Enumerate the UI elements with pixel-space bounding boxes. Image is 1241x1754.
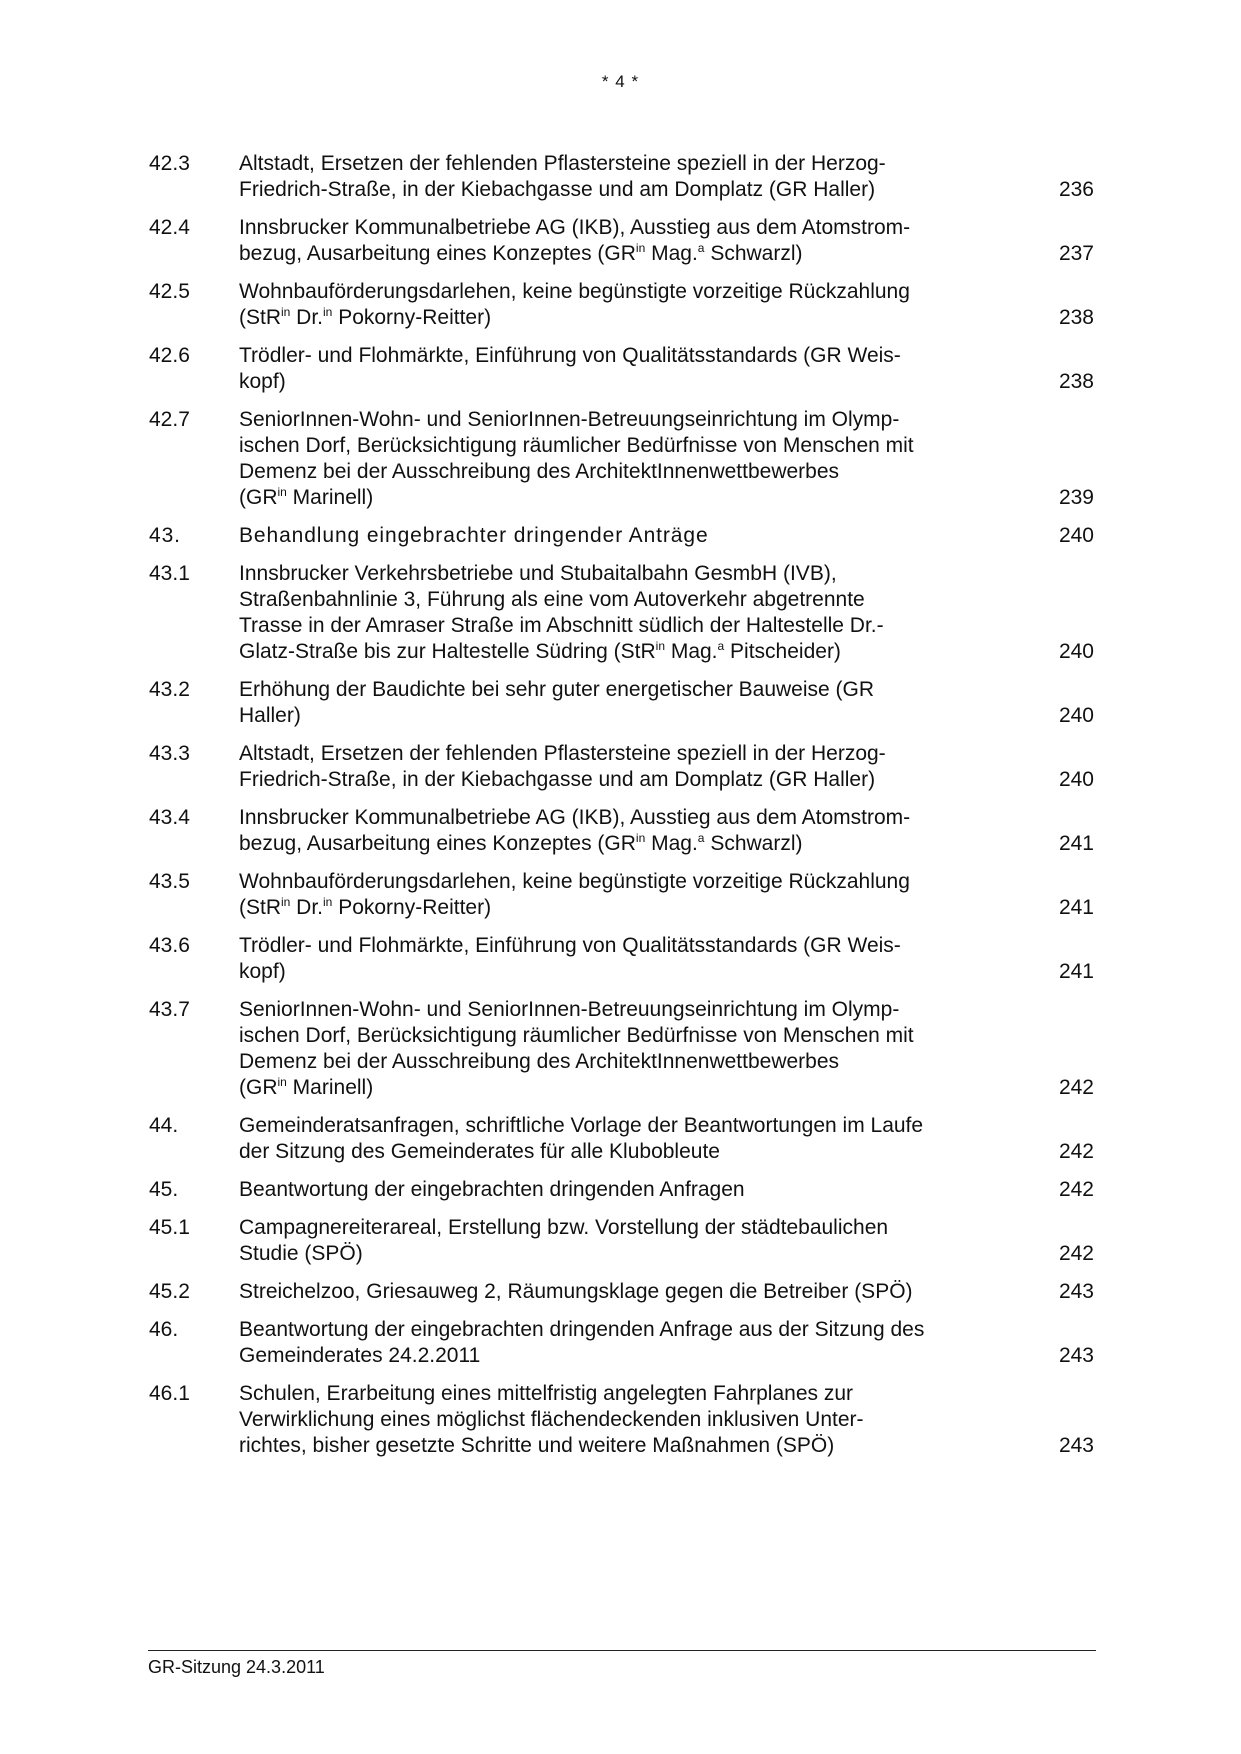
superscript: in — [281, 305, 291, 319]
toc-entry-title-line — [239, 831, 1009, 857]
superscript: in — [277, 485, 287, 499]
superscript: in — [635, 831, 646, 845]
toc-entry — [149, 741, 1099, 793]
toc-entry — [149, 677, 1099, 729]
toc-entry-title — [239, 561, 1009, 665]
title-segment: (GR — [239, 1076, 278, 1099]
toc-entry-page: 241 — [1058, 832, 1094, 855]
footer-divider — [148, 1650, 1096, 1651]
toc-entry-title-line — [239, 1433, 1009, 1459]
title-segment: kopf) — [239, 370, 286, 393]
title-segment: (StR — [239, 306, 281, 329]
title-segment: bezug, Ausarbeitung eines Konzeptes (GR — [239, 832, 636, 855]
toc-entry-title — [239, 677, 1009, 729]
superscript: in — [323, 895, 333, 909]
title-segment: Innsbrucker Verkehrsbetriebe und Stubaitalbahn GesmbH (IVB), — [239, 562, 837, 585]
toc-entry — [149, 1113, 1099, 1165]
toc-entry-title — [239, 407, 1009, 511]
toc-entry-title-line — [239, 215, 1009, 241]
toc-entry-title-line — [239, 561, 1009, 587]
toc-entry-page: 242 — [1058, 1140, 1094, 1163]
title-segment: Behandlung eingebrachter dringender Anträge — [239, 524, 709, 547]
toc-entry-title-line — [239, 1215, 1009, 1241]
toc-entry-title-line — [239, 703, 1009, 729]
toc-entry-title-line — [239, 407, 1009, 433]
toc-entry-page: 240 — [1058, 704, 1094, 727]
superscript: in — [281, 895, 291, 909]
toc-entry-title-line — [239, 241, 1009, 267]
toc-entry-number: 46.1 — [149, 1382, 190, 1405]
toc-entry-title-line — [239, 1113, 1009, 1139]
toc-entry-title — [239, 1215, 1009, 1267]
toc-entry-number: 43.6 — [149, 934, 190, 957]
title-segment: Gemeinderatsanfragen, schriftliche Vorlage der Beantwortungen im Laufe — [239, 1114, 924, 1137]
toc-entry-title-line — [239, 305, 1009, 331]
title-segment: ischen Dorf, Berücksichtigung räumlicher Bedürfnisse von Menschen mit — [239, 1024, 914, 1047]
toc-entry-title — [239, 1177, 1009, 1203]
title-segment: (StR — [239, 896, 281, 919]
title-segment: Studie (SPÖ) — [239, 1242, 363, 1265]
page-number: * 4 * — [601, 72, 640, 91]
toc-entry-page: 243 — [1058, 1344, 1094, 1367]
toc-entry-page: 243 — [1058, 1280, 1094, 1303]
toc-entry — [149, 215, 1099, 267]
toc-entry — [149, 279, 1099, 331]
title-segment: (GR — [239, 486, 278, 509]
toc-entry-number: 43.5 — [149, 870, 190, 893]
toc-entry-title-line — [239, 677, 1009, 703]
title-segment: Pitscheider) — [724, 640, 841, 663]
toc-entry-title-line — [239, 1049, 1009, 1075]
superscript: a — [717, 639, 725, 653]
toc-entry-number: 43. — [149, 524, 181, 547]
superscript: in — [277, 1075, 287, 1089]
toc-entry-title — [239, 1279, 1009, 1305]
toc-entry-page: 240 — [1058, 524, 1094, 547]
toc-entry-title-line — [239, 895, 1009, 921]
title-segment: Beantwortung der eingebrachten dringenden Anfrage aus der Sitzung des — [239, 1318, 925, 1341]
title-segment: Haller) — [239, 704, 301, 727]
title-segment: Dr. — [290, 896, 324, 919]
toc-entry-title-line — [239, 767, 1009, 793]
toc-entry-number: 43.7 — [149, 998, 190, 1021]
toc-entry — [149, 933, 1099, 985]
superscript: in — [655, 639, 665, 653]
toc-entry-title-line — [239, 343, 1009, 369]
title-segment: Wohnbauförderungsdarlehen, keine begünstigte vorzeitige Rückzahlung — [239, 280, 910, 303]
title-segment: Pokorny-Reitter) — [332, 306, 492, 329]
toc-entry-title-line — [239, 279, 1009, 305]
toc-entry-number: 42.6 — [149, 344, 190, 367]
toc-entry-page: 242 — [1058, 1178, 1094, 1201]
toc-entry-title-line — [239, 587, 1009, 613]
toc-entry-title — [239, 523, 1009, 549]
toc-entry-title — [239, 343, 1009, 395]
toc-entry — [149, 151, 1099, 203]
toc-entry-page: 242 — [1058, 1242, 1094, 1265]
toc-entry-page: 240 — [1058, 640, 1094, 663]
toc-entry-number: 42.4 — [149, 216, 190, 239]
toc-entry-title-line — [239, 1075, 1009, 1101]
toc-entry-number: 46. — [149, 1318, 179, 1341]
toc-entry — [149, 1279, 1099, 1305]
toc-entry-page: 243 — [1058, 1434, 1094, 1457]
title-segment: Trödler- und Flohmärkte, Einführung von Qualitätsstandards (GR Weis- — [239, 934, 901, 957]
toc-entry-number: 42.5 — [149, 280, 190, 303]
title-segment: Marinell) — [286, 486, 374, 509]
toc-entry-number: 42.3 — [149, 152, 190, 175]
toc-entry-page: 242 — [1058, 1076, 1094, 1099]
toc-entry — [149, 1317, 1099, 1369]
toc-entry-title-line — [239, 741, 1009, 767]
toc-entry-number: 43.2 — [149, 678, 190, 701]
toc-entry-title — [239, 741, 1009, 793]
toc-entry-title — [239, 933, 1009, 985]
toc-entry-number: 45.2 — [149, 1280, 190, 1303]
toc-entry-title-line — [239, 177, 1009, 203]
toc-entry-page: 241 — [1058, 960, 1094, 983]
title-segment: richtes, bisher gesetzte Schritte und weitere Maßnahmen (SPÖ) — [239, 1434, 835, 1457]
title-segment: Demenz bei der Ausschreibung des ArchitektInnenwettbewerbes — [239, 460, 840, 483]
toc-entry-title-line — [239, 1139, 1009, 1165]
table-of-contents — [149, 151, 1099, 1471]
toc-entry — [149, 343, 1099, 395]
toc-entry-page: 240 — [1058, 768, 1094, 791]
title-segment: Trasse in der Amraser Straße im Abschnitt südlich der Haltestelle Dr.- — [239, 614, 884, 637]
toc-entry-title-line — [239, 997, 1009, 1023]
toc-entry-number: 42.7 — [149, 408, 190, 431]
title-segment: Trödler- und Flohmärkte, Einführung von Qualitätsstandards (GR Weis- — [239, 344, 901, 367]
title-segment: Straßenbahnlinie 3, Führung als eine vom Autoverkehr abgetrennte — [239, 588, 865, 611]
toc-entry-title — [239, 279, 1009, 331]
title-segment: Innsbrucker Kommunalbetriebe AG (IKB), Ausstieg aus dem Atomstrom- — [239, 806, 911, 829]
title-segment: SeniorInnen-Wohn- und SeniorInnen-Betreuungseinrichtung im Olymp- — [239, 408, 900, 431]
toc-entry-title-line — [239, 869, 1009, 895]
toc-entry-title-line — [239, 523, 1009, 549]
toc-entry-title — [239, 1381, 1009, 1459]
toc-entry-title-line — [239, 369, 1009, 395]
toc-entry-page: 236 — [1058, 178, 1094, 201]
title-segment: Beantwortung der eingebrachten dringenden Anfragen — [239, 1178, 745, 1201]
toc-entry-page: 238 — [1058, 306, 1094, 329]
toc-entry — [149, 407, 1099, 511]
toc-entry — [149, 997, 1099, 1101]
toc-entry-title-line — [239, 459, 1009, 485]
toc-entry-number: 43.4 — [149, 806, 190, 829]
toc-entry-title-line — [239, 1343, 1009, 1369]
toc-entry — [149, 805, 1099, 857]
toc-entry-title-line — [239, 805, 1009, 831]
toc-entry-number: 43.3 — [149, 742, 190, 765]
toc-entry-title-line — [239, 1279, 1009, 1305]
title-segment: Gemeinderates 24.2.2011 — [239, 1344, 481, 1367]
toc-entry — [149, 1215, 1099, 1267]
title-segment: bezug, Ausarbeitung eines Konzeptes (GR — [239, 242, 636, 265]
title-segment: Marinell) — [286, 1076, 374, 1099]
superscript: in — [635, 241, 646, 255]
toc-entry-title-line — [239, 613, 1009, 639]
title-segment: ischen Dorf, Berücksichtigung räumlicher Bedürfnisse von Menschen mit — [239, 434, 914, 457]
title-segment: Dr. — [290, 306, 324, 329]
toc-entry-number: 44. — [149, 1114, 179, 1137]
toc-entry-page: 237 — [1058, 242, 1094, 265]
toc-entry — [149, 869, 1099, 921]
toc-entry-title-line — [239, 1023, 1009, 1049]
toc-entry-page: 239 — [1058, 486, 1094, 509]
title-segment: Demenz bei der Ausschreibung des ArchitektInnenwettbewerbes — [239, 1050, 840, 1073]
toc-entry-title-line — [239, 639, 1009, 665]
title-segment: Schwarzl) — [704, 832, 803, 855]
title-segment: Erhöhung der Baudichte bei sehr guter energetischer Bauweise (GR — [239, 678, 875, 701]
toc-entry-title — [239, 215, 1009, 267]
title-segment: Pokorny-Reitter) — [332, 896, 492, 919]
toc-entry-title-line — [239, 1407, 1009, 1433]
toc-entry-title — [239, 1317, 1009, 1369]
title-segment: Schulen, Erarbeitung eines mittelfristig angelegten Fahrplanes zur — [239, 1382, 854, 1405]
title-segment: Campagnereiterareal, Erstellung bzw. Vorstellung der städtebaulichen — [239, 1216, 889, 1239]
toc-entry-title — [239, 805, 1009, 857]
toc-entry — [149, 523, 1099, 549]
toc-entry-title — [239, 151, 1009, 203]
superscript: in — [323, 305, 333, 319]
title-segment: der Sitzung des Gemeinderates für alle Klubobleute — [239, 1140, 720, 1163]
title-segment: Schwarzl) — [704, 242, 803, 265]
toc-entry-number: 45. — [149, 1178, 179, 1201]
toc-entry-number: 43.1 — [149, 562, 190, 585]
title-segment: Friedrich-Straße, in der Kiebachgasse und am Domplatz (GR Haller) — [239, 768, 876, 791]
toc-entry-title — [239, 997, 1009, 1101]
footer-text: GR-Sitzung 24.3.2011 — [148, 1657, 325, 1677]
title-segment: Friedrich-Straße, in der Kiebachgasse und am Domplatz (GR Haller) — [239, 178, 876, 201]
toc-entry-title-line — [239, 1381, 1009, 1407]
toc-entry-title-line — [239, 151, 1009, 177]
superscript: a — [697, 831, 705, 845]
toc-entry-title-line — [239, 1317, 1009, 1343]
toc-entry-title-line — [239, 485, 1009, 511]
toc-entry-title-line — [239, 959, 1009, 985]
toc-entry-page: 241 — [1058, 896, 1094, 919]
toc-entry — [149, 1177, 1099, 1203]
toc-entry-title — [239, 1113, 1009, 1165]
title-segment: Glatz-Straße bis zur Haltestelle Südring (StR — [239, 640, 656, 663]
title-segment: SeniorInnen-Wohn- und SeniorInnen-Betreuungseinrichtung im Olymp- — [239, 998, 900, 1021]
toc-entry — [149, 561, 1099, 665]
title-segment: kopf) — [239, 960, 286, 983]
title-segment: Mag. — [665, 640, 718, 663]
title-segment: Streichelzoo, Griesauweg 2, Räumungsklage gegen die Betreiber (SPÖ) — [239, 1280, 913, 1303]
toc-entry-title-line — [239, 1241, 1009, 1267]
title-segment: Mag. — [645, 242, 698, 265]
toc-entry-number: 45.1 — [149, 1216, 190, 1239]
title-segment: Wohnbauförderungsdarlehen, keine begünstigte vorzeitige Rückzahlung — [239, 870, 910, 893]
title-segment: Altstadt, Ersetzen der fehlenden Pflastersteine speziell in der Herzog- — [239, 742, 886, 765]
toc-entry — [149, 1381, 1099, 1459]
toc-entry-title-line — [239, 433, 1009, 459]
toc-entry-page: 238 — [1058, 370, 1094, 393]
title-segment: Altstadt, Ersetzen der fehlenden Pflastersteine speziell in der Herzog- — [239, 152, 886, 175]
toc-entry-title-line — [239, 1177, 1009, 1203]
title-segment: Innsbrucker Kommunalbetriebe AG (IKB), Ausstieg aus dem Atomstrom- — [239, 216, 911, 239]
title-segment: Mag. — [645, 832, 698, 855]
superscript: a — [697, 241, 705, 255]
toc-entry-title — [239, 869, 1009, 921]
toc-entry-title-line — [239, 933, 1009, 959]
title-segment: Verwirklichung eines möglichst flächendeckenden inklusiven Unter- — [239, 1408, 864, 1431]
